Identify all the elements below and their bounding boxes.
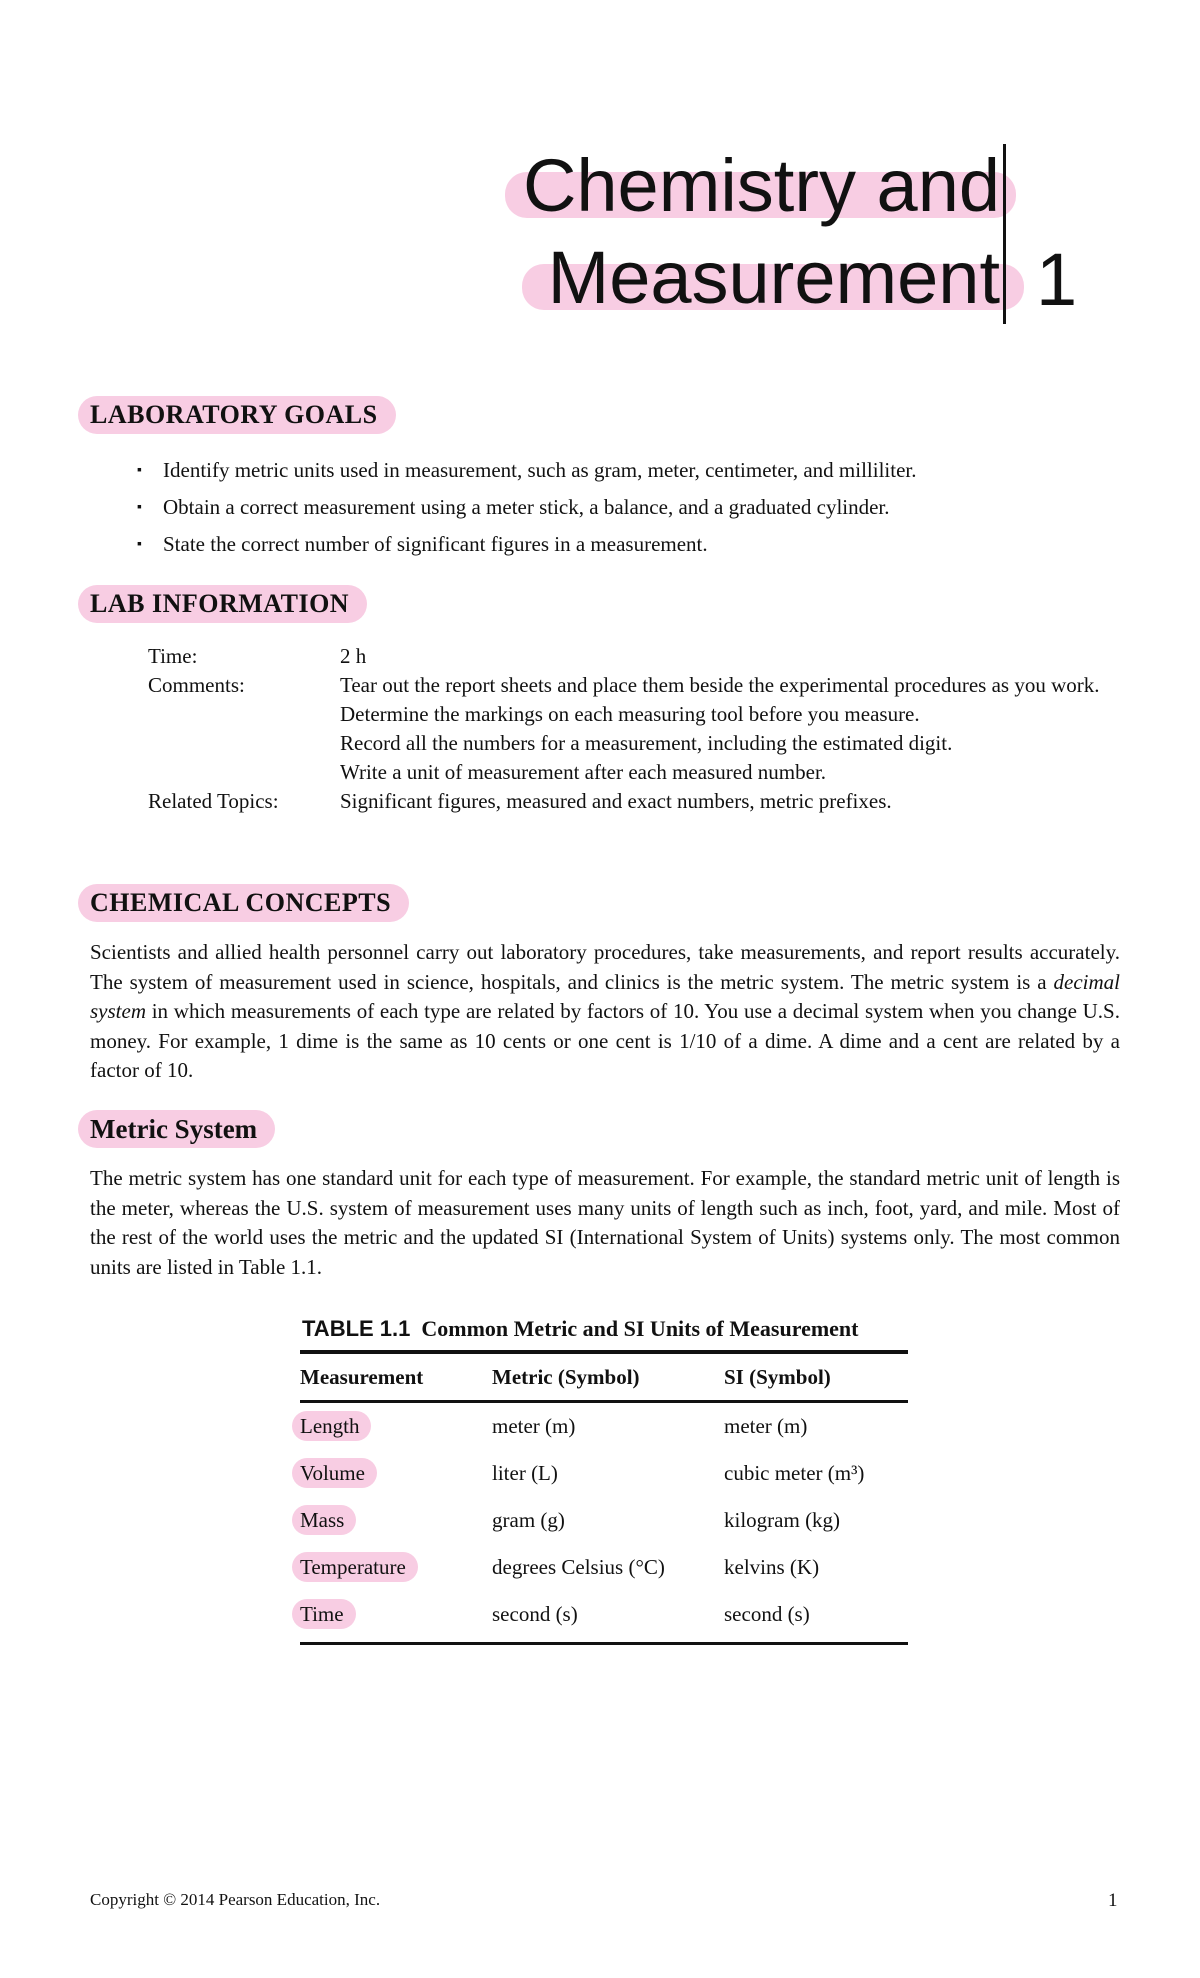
copyright-notice: Copyright © 2014 Pearson Education, Inc. (90, 1890, 381, 1909)
list-item: ▪ Identify metric units used in measurement, such as gram, meter, centimeter, and milliliter. (135, 452, 917, 489)
table-body (300, 1403, 908, 1638)
laboratory-goals-heading: LABORATORY GOALS (78, 396, 396, 434)
table-cell: degrees Celsius (°C) (492, 1555, 665, 1579)
title-divider (1003, 144, 1006, 324)
time-value: 2 h (340, 644, 367, 668)
metric-system-heading: Metric System (78, 1110, 275, 1148)
table-cell: Mass (292, 1505, 356, 1535)
table-row (300, 1497, 908, 1544)
chapter-title-line-2: Measurement (548, 232, 1000, 324)
chapter-number: 1 (1036, 238, 1078, 321)
time-label: Time: (148, 644, 198, 668)
list-item: ▪ Obtain a correct measurement using a meter stick, a balance, and a graduated cylinder. (135, 489, 917, 526)
comment-item: Determine the markings on each measuring tool before you measure. (340, 702, 920, 726)
table-cell: second (s) (492, 1602, 578, 1626)
time-row (148, 642, 1120, 671)
table-row (300, 1591, 908, 1638)
comments-row (148, 671, 1120, 787)
table-caption (302, 1316, 859, 1342)
chapter-title-line-1: Chemistry and (523, 140, 1000, 232)
table-title: Common Metric and SI Units of Measurement (421, 1316, 859, 1341)
table-cell: kilogram (kg) (724, 1508, 841, 1532)
table-row (300, 1450, 908, 1497)
table-cell: gram (g) (492, 1508, 565, 1532)
related-topics-value: Significant figures, measured and exact numbers, metric prefixes. (340, 789, 892, 813)
table-cell: liter (L) (492, 1461, 558, 1485)
comment-item: Write a unit of measurement after each measured number. (340, 760, 827, 784)
page-number: 1 (1108, 1890, 1118, 1911)
units-table (300, 1350, 908, 1645)
chemical-concepts-paragraph: Scientists and allied health personnel carry out laboratory procedures, take measurements, and report results accurately. The system of measurement used in science, hospitals, and clinics is the metric system. The metric system is a decimal system in which measurements of each type are related by factors of 10. You use a decimal system when you change U.S. money. For example, 1 dime is the same as 10 cents or one cent is 1/10 of a dime. A dime and a cent are related by a factor of 10. (90, 940, 1120, 1082)
table-cell: cubic meter (m³) (724, 1461, 865, 1485)
related-topics-label: Related Topics: (148, 789, 279, 813)
table-header-row (300, 1354, 908, 1400)
lab-information (148, 642, 1120, 816)
table-cell: second (s) (724, 1602, 810, 1626)
comments-value (340, 671, 1120, 787)
table-cell: meter (m) (724, 1414, 808, 1438)
column-header: SI (Symbol) (724, 1364, 831, 1389)
comments-label: Comments: (148, 673, 245, 697)
comment-item: Record all the numbers for a measurement, including the estimated digit. (340, 731, 953, 755)
related-topics-row (148, 787, 1120, 816)
metric-system-paragraph: The metric system has one standard unit for each type of measurement. For example, the standard metric unit of length is the meter, whereas the U.S. system of measurement uses many units of length such as inch, foot, yard, and mile. Most of the rest of the world uses the metric and the updated SI (International System of Units) systems only. The most common units are listed in Table 1.1. (90, 1166, 1120, 1279)
table-cell: meter (m) (492, 1414, 576, 1438)
comment-item: Tear out the report sheets and place them beside the experimental procedures as you work. (340, 673, 1100, 697)
table-number: TABLE 1.1 (302, 1316, 411, 1341)
table-cell: Temperature (292, 1552, 418, 1582)
table-cell: Length (292, 1411, 371, 1441)
chemical-concepts-heading: CHEMICAL CONCEPTS (78, 884, 409, 922)
list-item: ▪ State the correct number of significant figures in a measurement. (135, 526, 917, 563)
column-header: Metric (Symbol) (492, 1364, 640, 1389)
table-row (300, 1403, 908, 1450)
goals-list (135, 452, 917, 563)
table-rule (300, 1642, 908, 1645)
table-cell: kelvins (K) (724, 1555, 820, 1579)
table-cell: Time (292, 1599, 356, 1629)
table-row (300, 1544, 908, 1591)
column-header: Measurement (300, 1364, 424, 1389)
table-cell: Volume (292, 1458, 377, 1488)
lab-information-heading: LAB INFORMATION (78, 585, 367, 623)
decimal-system-term: decimal system (90, 969, 1120, 1023)
